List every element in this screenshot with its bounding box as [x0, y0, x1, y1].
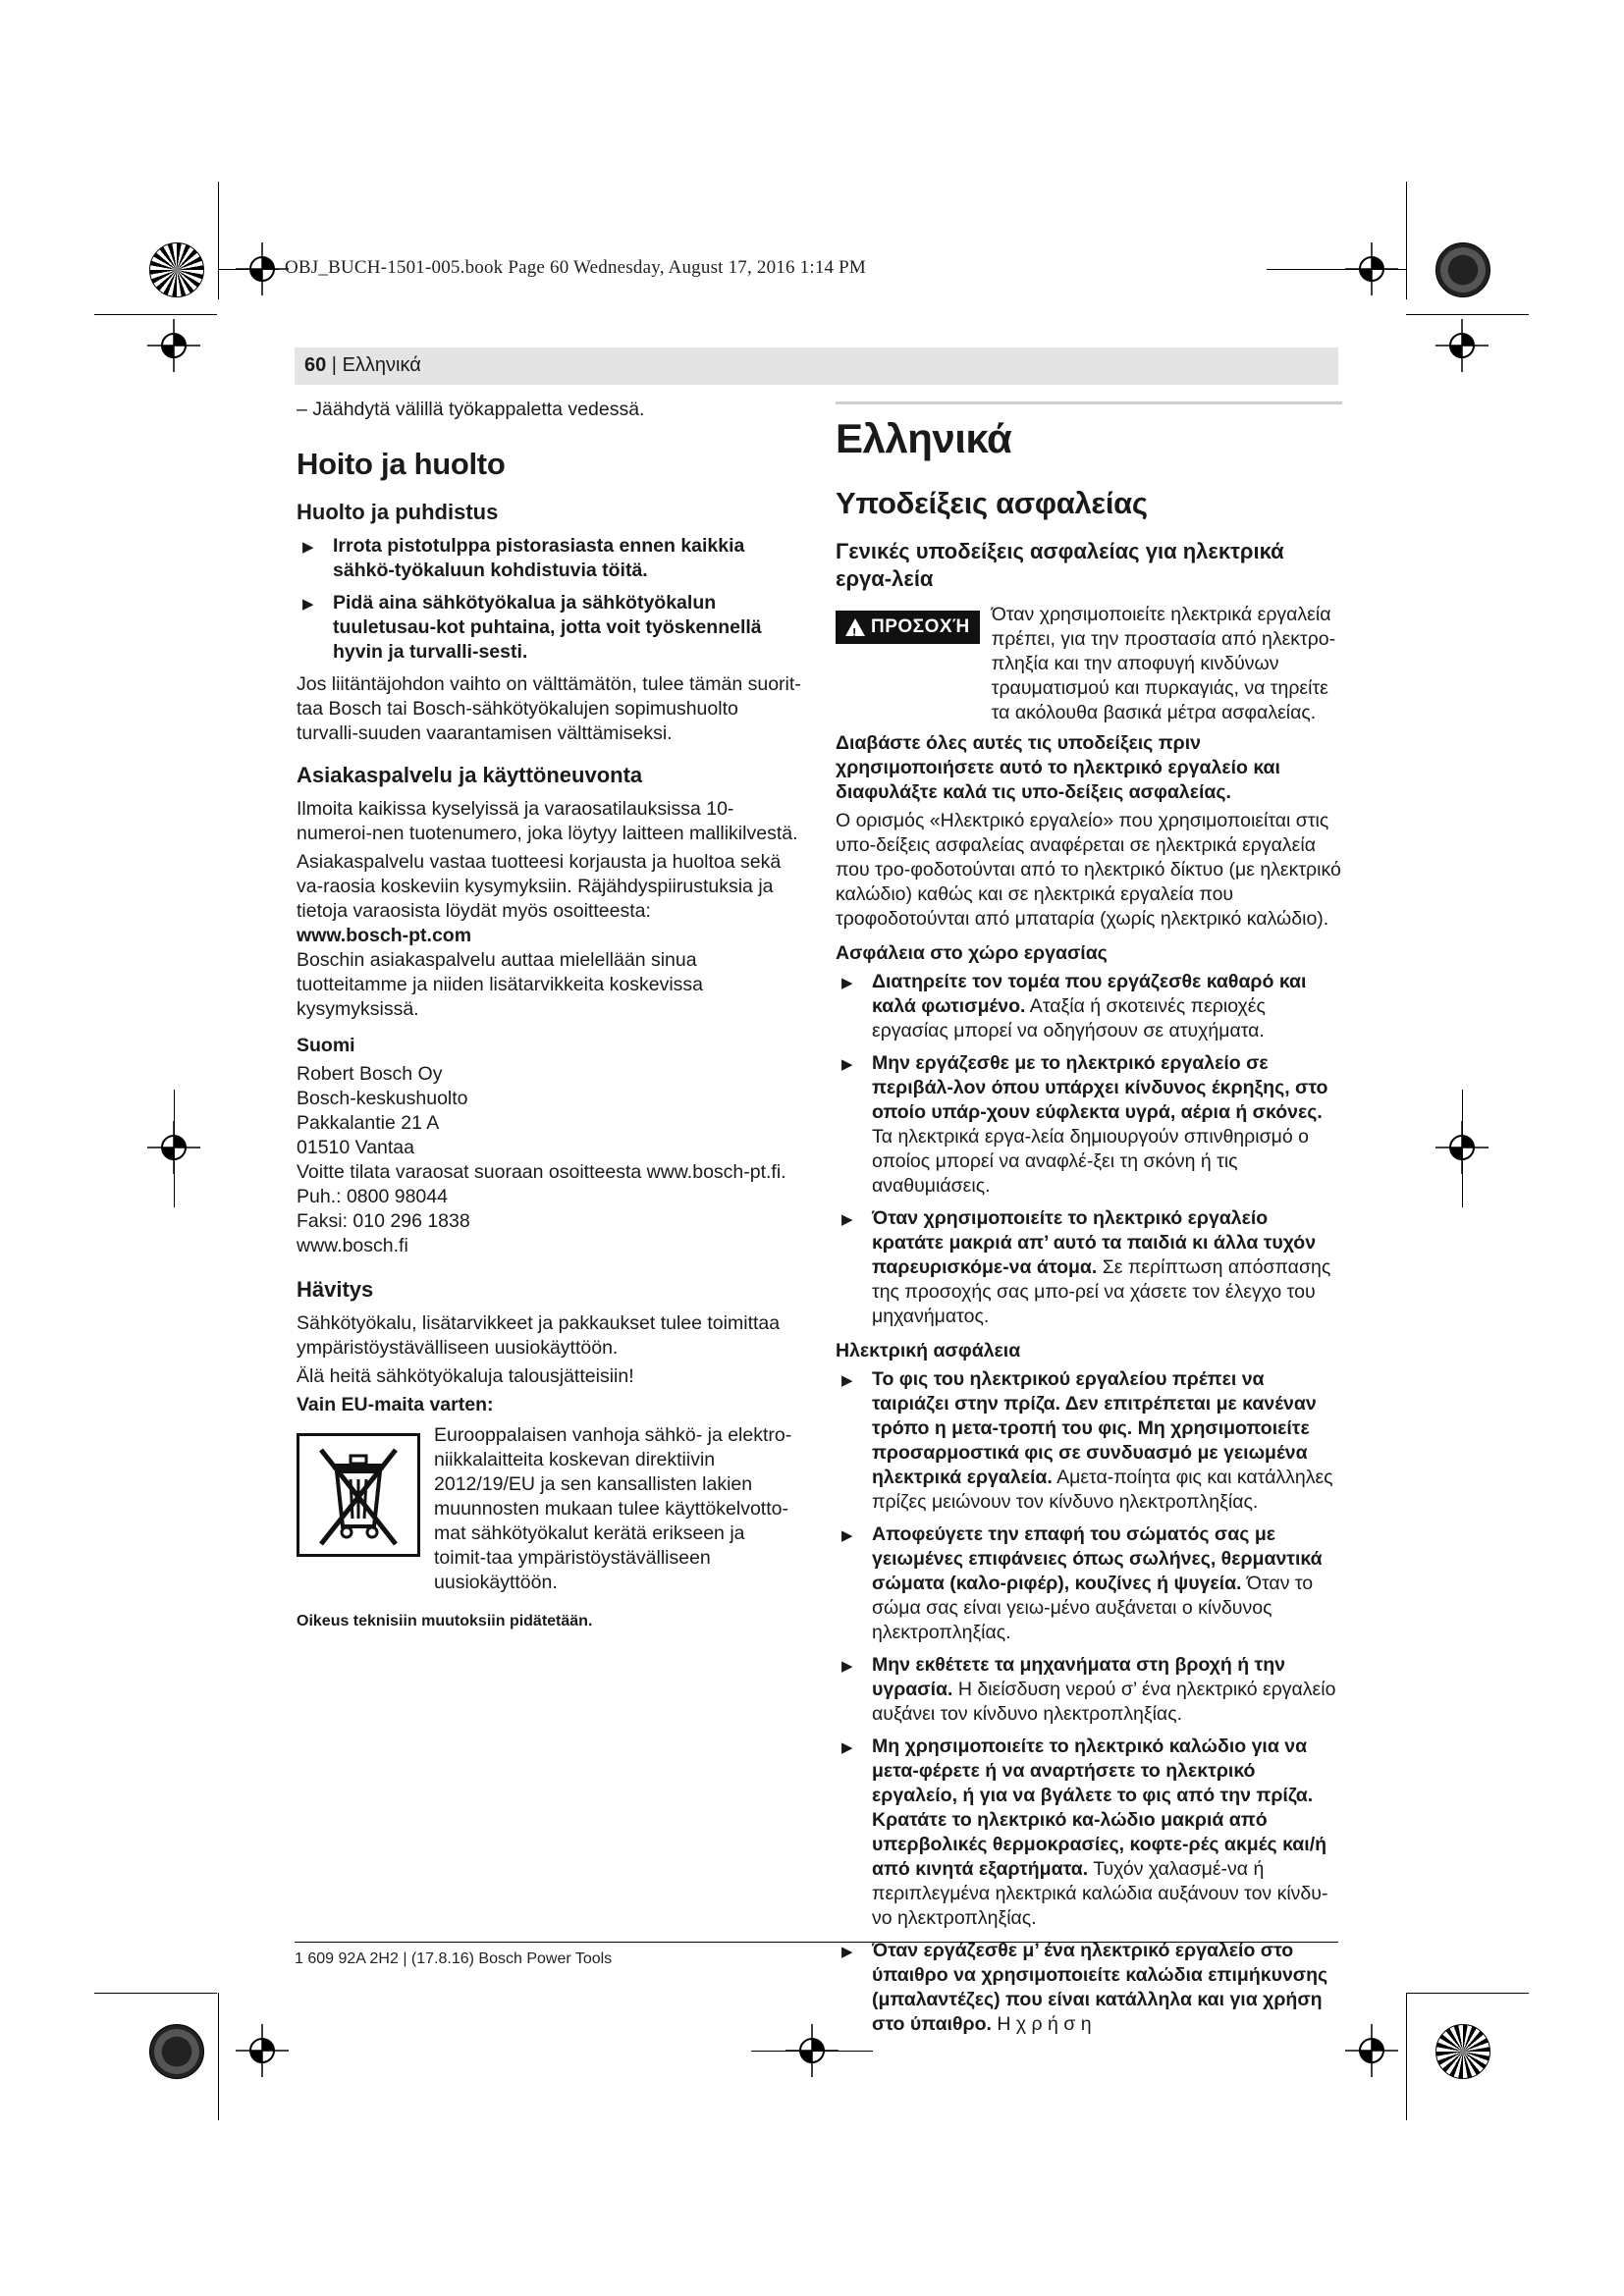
bullet-item: [297, 591, 801, 665]
address-line: Bosch-keskushuolto: [297, 1088, 468, 1109]
crop-line: [94, 314, 217, 315]
address-line: 01510 Vantaa: [297, 1137, 414, 1158]
address-line: Faksi: 010 296 1838: [297, 1210, 470, 1232]
color-wheel-mark: [1435, 242, 1490, 297]
bullet-item: [836, 1206, 1342, 1329]
crop-line: [1406, 314, 1529, 315]
bullet-text: Pidä aina sähkötyökalua ja sähkötyökalun tuuletusau-kot puhtaina, jotta voit työskennellä hyvin ja turvalli-sesti.: [333, 592, 762, 663]
subheading-work-area: Ασφάλεια στο χώρο εργασίας: [836, 942, 1108, 964]
paragraph: Älä heitä sähkötyökaluja talousjätteisiin!: [297, 1365, 634, 1387]
bullet-normal: Όταν το σώμα σας είναι γειω-μένο αυξάνεται ο κίνδυνος ηλεκτροπληξίας.: [872, 1573, 1314, 1643]
divider: [836, 401, 1342, 404]
header-separator: |: [326, 354, 343, 376]
page-number: 60: [304, 354, 327, 376]
bullet-bold: Διατηρείτε τον τομέα που εργάζεσθε καθαρό και καλά φωτισμένο.: [872, 971, 1307, 1017]
bullet-bold: Όταν εργάζεσθε μ’ ένα ηλεκτρικό εργαλείο στο ύπαιθρο να χρησιμοποιείτε καλώδια επιμήκυνσης (μπαλαντέζες) που είναι κατάλληλα και για χρήση στο ύπαιθρο.: [872, 1940, 1328, 2035]
bullet-normal: Σε περίπτωση απόσπασης της προσοχής σας μπο-ρεί να χάσετε τον έλεγχο του μηχανήματος.: [872, 1256, 1331, 1327]
cooling-note: – Jäähdytä välillä työkappaletta vedessä.: [297, 399, 645, 420]
paragraph: Asiakaspalvelu vastaa tuotteesi korjausta ja huoltoa sekä va-raosia koskeviin kysymyksiin. Räjähdyspiirustuksia ja tietoja varaosista löydät myös osoitteesta:: [297, 851, 782, 922]
paragraph: Ο ορισμός «Ηλεκτρικό εργαλείο» που χρησιμοποιείται στις υπο-δείξεις ασφαλείας αναφέρεται σε ηλεκτρικά εργαλεία που τρο-φοδοτούνται από το ηλεκτρικό δίκτυο (με ηλεκτρικό καλώδιο) καθώς και σε ηλεκτρικά εργαλεία που τροφοδοτούνται από μπαταρία (χωρίς ηλεκτρικό καλώδιο).: [836, 810, 1341, 930]
subheading-general-safety: Γενικές υποδείξεις ασφαλείας για ηλεκτρικά εργα-λεία: [836, 539, 1284, 591]
bullet-bold: Μην εκθέτετε τα μηχανήματα στη βροχή ή την υγρασία.: [872, 1654, 1285, 1700]
crop-line: [1462, 1090, 1463, 1207]
bullet-arrow-icon: ▶: [841, 1658, 853, 1675]
bullet-normal: Τυχόν χαλασμέ-να ή περιπλεγμένα ηλεκτρικά καλώδια αυξάνουν τον κίνδυ-νο ηλεκτροπληξίας.: [872, 1858, 1328, 1929]
address-line: www.bosch.fi: [297, 1235, 408, 1256]
crop-line: [1406, 1993, 1407, 2120]
page-header-bar: [295, 347, 1338, 385]
address-block: [297, 1062, 801, 1258]
bullet-normal: Τα ηλεκτρικά εργα-λεία δημιουργούν σπινθηρισμό ο οποίος μπορεί να αναφλέ-ξει τη σκόνη ή τις αναθυμιάσεις.: [872, 1126, 1309, 1197]
weee-text: Eurooppalaisen vanhoja sähkö- ja elektro-niikkalaitteita koskevan direktiivin 2012/19/EU ja sen kansallisten lakien muunnosten mukaan tulee käyttökelvotto-mat sähkötyökalut kerätä erikseen ja toimit-taa ympäristöystävälliseen uusiokäyttöön.: [434, 1424, 792, 1593]
subheading-maintenance-cleaning: Huolto ja puhdistus: [297, 500, 499, 524]
address-line: Voitte tilata varaosat suoraan osoitteesta www.bosch-pt.fi.: [297, 1161, 786, 1183]
subheading-electrical-safety: Ηλεκτρική ασφάλεια: [836, 1340, 1021, 1362]
crop-line: [751, 2051, 873, 2052]
bullet-normal: Η χ ρ ή σ η: [991, 2013, 1092, 2035]
bullet-bold: Όταν χρησιμοποιείτε το ηλεκτρικό εργαλείο κρατάτε μακριά απ’ αυτό τα παιδιά κι άλλα τυχόν παρευρισκόμε-να άτομα.: [872, 1207, 1317, 1278]
bullet-item: [836, 1367, 1342, 1515]
subheading-disposal: Hävitys: [297, 1277, 374, 1302]
paragraph: Ilmoita kaikissa kyselyissä ja varaosatilauksissa 10-numeroi-nen tuotenumero, joka löytyy laitteen mallikilvestä.: [297, 798, 798, 844]
bullet-arrow-icon: ▶: [302, 539, 314, 556]
address-line: Puh.: 0800 98044: [297, 1186, 448, 1207]
eu-only-heading: Vain EU-maita varten:: [297, 1394, 494, 1415]
bullet-arrow-icon: ▶: [841, 1372, 853, 1389]
bullet-arrow-icon: ▶: [841, 1944, 853, 1960]
page-footer: 1 609 92A 2H2 | (17.8.16) Bosch Power Tools: [295, 1942, 1338, 1968]
right-column: [836, 398, 1342, 2045]
registration-mark-icon: [147, 319, 200, 372]
address-line: Pakkalantie 21 A: [297, 1112, 440, 1134]
warning-block: [836, 603, 1342, 725]
bullet-item: [297, 534, 801, 583]
bullet-normal: Η διείσδυση νερού σ’ ένα ηλεκτρικό εργαλείο αυξάνει τον κίνδυνο ηλεκτροπληξίας.: [872, 1679, 1336, 1725]
crop-line: [218, 1993, 219, 2120]
bullet-bold: Το φις του ηλεκτρικού εργαλείου πρέπει να ταιριάζει στην πρίζα. Δεν επιτρέπεται με κανέναν τρόπο η μετα-τροπή του φις. Μη χρησιμοποιείτε προσαρμοστικά φις σε συνδυασμό με γειωμένα ηλεκτρικά εργαλεία.: [872, 1368, 1317, 1488]
weee-bin-icon: [297, 1433, 420, 1557]
bullet-item: [836, 970, 1342, 1043]
bullet-text: Irrota pistotulppa pistorasiasta ennen kaikkia sähkö-työkaluun kohdistuvia töitä.: [333, 535, 745, 581]
crop-line: [1406, 1993, 1529, 1994]
color-wheel-mark: [149, 242, 204, 297]
crop-line: [1267, 269, 1406, 270]
page-header: [304, 354, 421, 377]
crop-line: [1406, 182, 1407, 299]
bullet-arrow-icon: ▶: [302, 596, 314, 613]
paragraph: Boschin asiakaspalvelu auttaa mielellään sinua tuotteitamme ja niiden lisätarvikkeita koskevissa kysymyksissä.: [297, 949, 704, 1020]
subheading-customer-service: Asiakaspalvelu ja käyttöneuvonta: [297, 763, 643, 787]
crop-line: [174, 1090, 175, 1207]
weee-block: [297, 1423, 801, 1595]
registration-mark-icon: [236, 2024, 289, 2077]
bullet-item: [836, 1735, 1342, 1931]
warning-text: Όταν χρησιμοποιείτε ηλεκτρικά εργαλεία πρέπει, για την προστασία από ηλεκτρο-πληξία και την αποφυγή κινδύνων τραυματισμού και πυρκαγιάς, να τηρείτε τα ακόλουθα βασικά μέτρα ασφαλείας.: [991, 604, 1336, 723]
book-file-info: OBJ_BUCH-1501-005.book Page 60 Wednesday, August 17, 2016 1:14 PM: [285, 257, 867, 278]
bullet-bold: Μην εργάζεσθε με το ηλεκτρικό εργαλείο σε περιβάλ-λον όπου υπάρχει κίνδυνος έκρηξης, στο οποίο υπάρ-χουν εύφλεκτα υγρά, αέρια ή σκόνες.: [872, 1052, 1328, 1123]
section-heading-safety: Υποδείξεις ασφαλείας: [836, 486, 1148, 520]
left-column: [297, 398, 801, 1633]
crossed-bin-icon: [299, 1436, 417, 1554]
address-line: Robert Bosch Oy: [297, 1063, 443, 1085]
bullet-bold: Αποφεύγετε την επαφή του σώματός σας με γειωμένες επιφάνειες όπως σωλήνες, θερμαντικά σώματα (καλο-ριφέρ), κουζίνες ή ψυγεία.: [872, 1523, 1323, 1594]
paragraph: Jos liitäntäjohdon vaihto on välttämätön, tulee tämän suorit-taa Bosch tai Bosch-sähkötyökalujen sopimushuolto turvalli-suuden vaarantamisen välttämiseksi.: [297, 673, 801, 744]
read-all-instruction: Διαβάστε όλες αυτές τις υποδείξεις πριν χρησιμοποιήσετε αυτό το ηλεκτρικό εργαλείο και διαφυλάξτε καλά τις υπο-δείξεις ασφαλείας.: [836, 732, 1280, 803]
website-link[interactable]: www.bosch-pt.com: [297, 925, 472, 946]
warning-triangle-icon: !: [845, 618, 865, 636]
section-heading-maintenance: Hoito ja huolto: [297, 447, 506, 481]
bullet-item: [836, 1051, 1342, 1199]
paragraph: Sähkötyökalu, lisätarvikkeet ja pakkaukset tulee toimittaa ympäristöystävälliseen uusiokäyttöön.: [297, 1312, 781, 1359]
crop-line: [218, 182, 219, 299]
bullet-normal: Αμετα-ποίητα φις και κατάλληλες πρίζες μειώνουν τον κίνδυνο ηλεκτροπληξίας.: [872, 1467, 1333, 1513]
color-wheel-mark: [1435, 2024, 1490, 2079]
crop-line: [218, 269, 279, 270]
language-heading: Ελληνικά: [836, 415, 1012, 461]
registration-mark-icon: [1345, 2024, 1398, 2077]
bullet-arrow-icon: ▶: [841, 1056, 853, 1073]
country-heading: Suomi: [297, 1035, 355, 1056]
bullet-item: [836, 1653, 1342, 1727]
color-wheel-mark: [149, 2024, 204, 2079]
bullet-arrow-icon: ▶: [841, 1211, 853, 1228]
bullet-arrow-icon: ▶: [841, 975, 853, 991]
rights-reserved: Oikeus teknisiin muutoksiin pidätetään.: [297, 1613, 593, 1629]
crop-line: [94, 1993, 217, 1994]
bullet-item: [836, 1522, 1342, 1645]
bullet-arrow-icon: ▶: [841, 1739, 853, 1756]
bullet-bold: Μη χρησιμοποιείτε το ηλεκτρικό καλώδιο για να μετα-φέρετε ή να αναρτήσετε το ηλεκτρικό εργαλείο, ή για να βγάλετε το φις από την πρίζα. Κρατάτε το ηλεκτρικό κα-λώδιο μακριά από υπερβολικές θερμοκρασίες, κοφτε-ρές ακμές και/ή από κινητά εξαρτήματα.: [872, 1735, 1327, 1880]
bullet-normal: Αταξία ή σκοτεινές περιοχές εργασίας μπορεί να οδηγήσουν σε ατυχήματα.: [872, 995, 1266, 1041]
header-section: Ελληνικά: [342, 354, 421, 376]
registration-mark-icon: [1435, 319, 1489, 372]
warning-badge: [836, 611, 980, 644]
warning-label: ΠΡΟΣΟΧΉ: [871, 616, 970, 637]
bullet-arrow-icon: ▶: [841, 1527, 853, 1544]
